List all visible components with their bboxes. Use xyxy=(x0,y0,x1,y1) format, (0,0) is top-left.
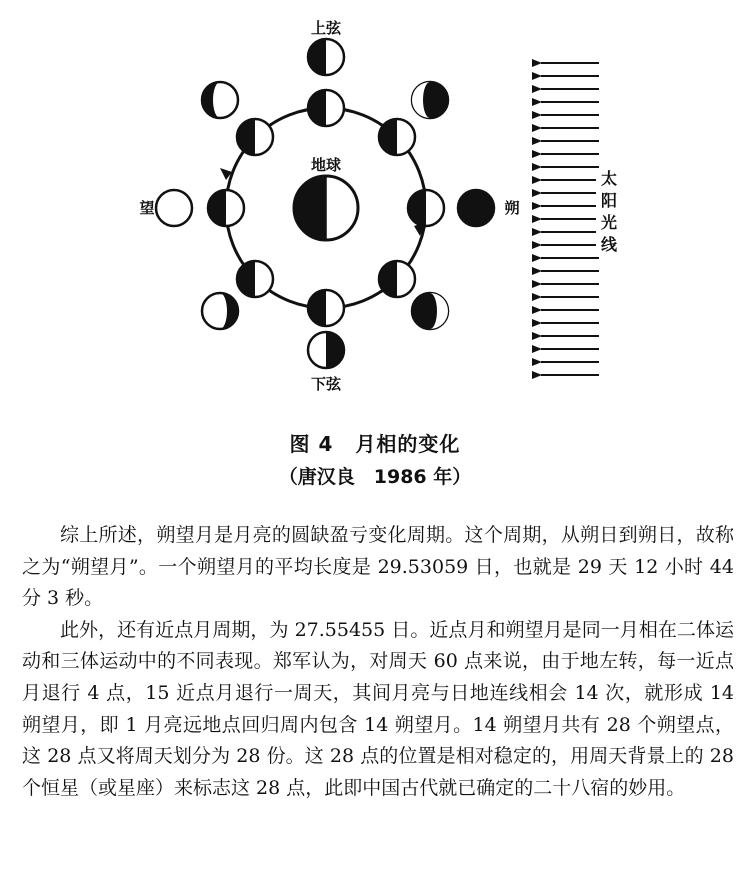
phase-first-quarter xyxy=(308,39,344,75)
label-new-moon: 朔 xyxy=(504,199,520,217)
label-first-quarter: 上弦 xyxy=(310,19,342,37)
orbit-moon xyxy=(379,261,415,297)
label-sunlight-char: 阳 xyxy=(600,191,618,210)
label-last-quarter: 下弦 xyxy=(310,375,342,393)
sunlight-arrows xyxy=(541,63,599,375)
orbit-moon xyxy=(408,190,444,226)
body-text xyxy=(22,520,734,804)
orbit-moon xyxy=(308,90,344,126)
orbit-moon xyxy=(237,261,273,297)
label-sunlight-char: 线 xyxy=(600,235,618,254)
orbit-moon xyxy=(308,290,344,326)
orbit-moon xyxy=(208,190,244,226)
paragraph: 综上所述，朔望月是月亮的圆缺盈亏变化周期。这个周期，从朔日到朔日，故称之为“朔望月”。一个朔望月的平均长度是 29.53059 日，也就是 29 天 12 小时 44 分 3 秒。 xyxy=(22,524,734,610)
orbit-moon xyxy=(379,119,415,155)
paragraph: 此外，还有近点月周期，为 27.55455 日。近点月和朔望月是同一月相在二体运动和三体运动中的不同表现。郑军认为，对周天 60 点来说，由于地左转，每一近点月退行 4 点，15 近点月退行一周天，其间月亮与日地连线相会 14 次，就形成 14 朔望月，即 1 月亮远地点回归周内包含 14 朔望月。14 朔望月共有 28 个朔望点，这 28 点又将周天划分为 28 份。这 28 点的位置是相对稳定的，用周天背景上的 28 个恒星（或星座）来标志这 28 点，此即中国古代就已确定的二十八宿的妙用。 xyxy=(22,618,734,799)
label-earth: 地球 xyxy=(310,156,342,174)
phase-waning-crescent xyxy=(412,293,448,329)
label-sunlight xyxy=(601,169,618,254)
moon-phase-diagram xyxy=(0,0,750,420)
figure-number: 图 4 xyxy=(289,432,334,456)
figure-source: （唐汉良 1986 年） xyxy=(278,466,472,488)
phase-waning-gibbous xyxy=(202,293,238,329)
phase-waxing-crescent xyxy=(412,82,448,118)
phase-last-quarter xyxy=(308,332,344,368)
phase-new-moon xyxy=(458,190,494,226)
label-sunlight-char: 太 xyxy=(600,169,618,188)
phase-full-moon xyxy=(156,190,192,226)
orbit-moon xyxy=(237,119,273,155)
label-sunlight-char: 光 xyxy=(600,213,618,232)
earth xyxy=(294,176,358,240)
figure-title: 月相的变化 xyxy=(355,432,461,456)
figure-caption xyxy=(0,428,750,457)
phase-waxing-gibbous xyxy=(202,82,238,118)
label-full-moon: 望 xyxy=(139,199,155,217)
